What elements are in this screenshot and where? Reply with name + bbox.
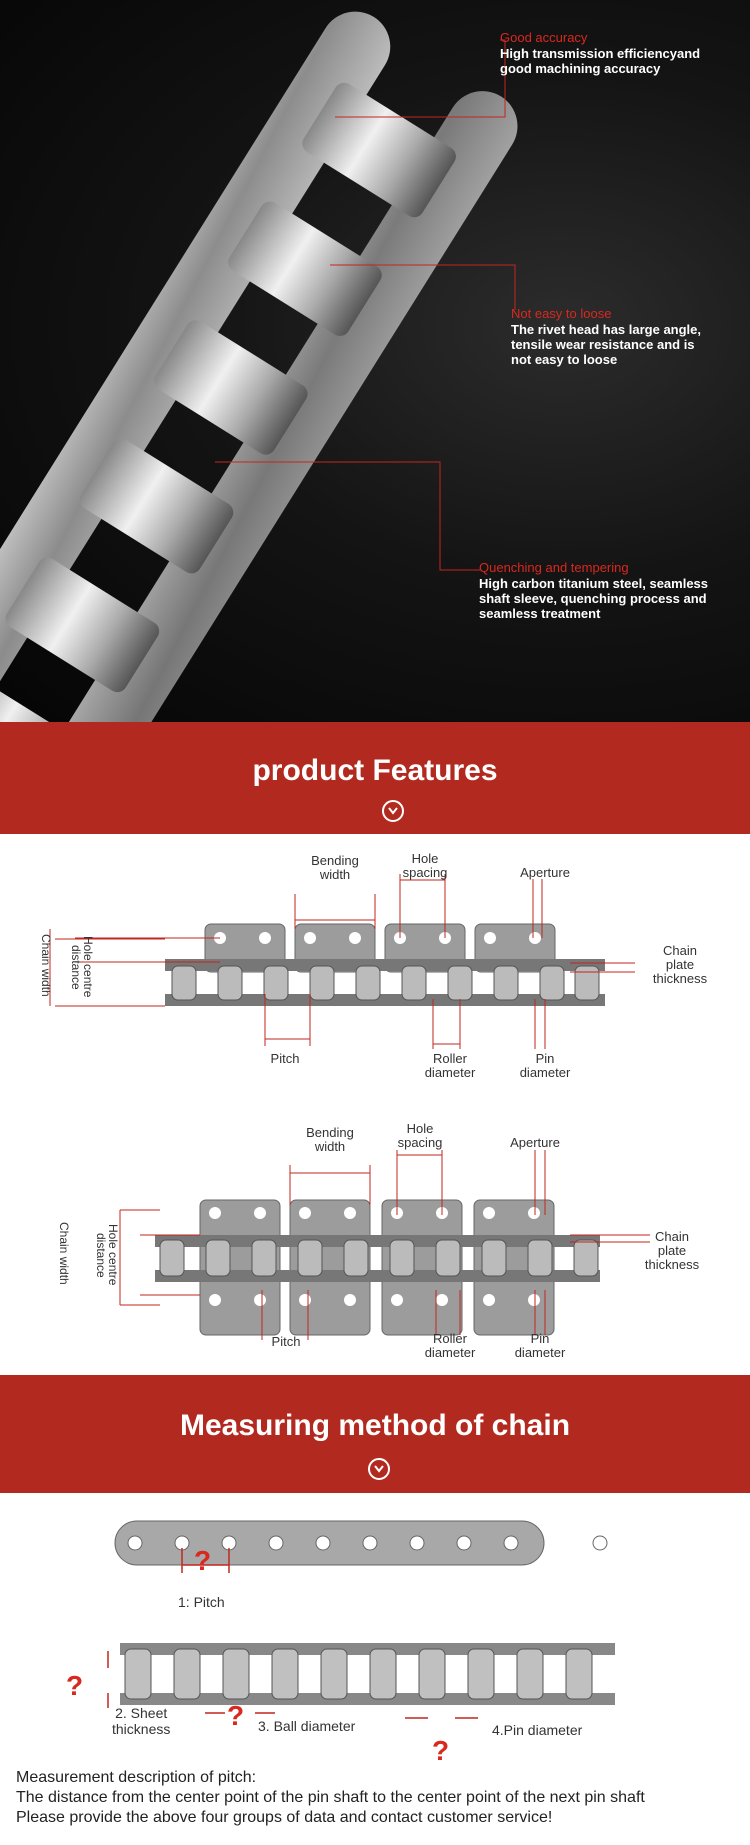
- label-bending-width: Bending width: [311, 853, 359, 882]
- label-4-pin-diameter: 4.Pin diameter: [492, 1722, 583, 1738]
- feature-accuracy-desc-1: High transmission efficiencyand: [500, 46, 701, 61]
- feature-quenching-desc-1: High carbon titanium steel, seamless: [479, 576, 709, 591]
- feature-not-loose-desc-2: tensile wear resistance and is: [511, 337, 695, 352]
- feature-accuracy: [500, 30, 700, 76]
- label-hole-centre-distance-2: Hole centre distance: [94, 1224, 120, 1286]
- pitch-description-heading: Measurement description of pitch:: [16, 1769, 257, 1786]
- feature-not-loose-title: Not easy to loose: [511, 306, 612, 321]
- label-hole-centre-distance: Hole centre distance: [69, 936, 95, 998]
- label-aperture-2: Aperture: [510, 1135, 560, 1150]
- label-roller-diameter: Roller diameter: [424, 1051, 476, 1080]
- feature-quenching-title: Quenching and tempering: [479, 560, 629, 575]
- feature-not-loose-desc-1: The rivet head has large angle,: [511, 322, 702, 337]
- label-1-pitch: 1: Pitch: [178, 1594, 225, 1610]
- label-hole-spacing: Hole spacing: [402, 851, 448, 880]
- product-features-title: product Features: [252, 754, 498, 787]
- product-features-banner: [0, 722, 750, 834]
- measuring-method-title: Measuring method of chain: [179, 1409, 571, 1442]
- chevron-down-icon: [382, 800, 404, 822]
- contact-instruction: Please provide the above four groups of data and contact customer service!: [16, 1809, 553, 1826]
- label-chain-width: Chain width: [39, 933, 53, 997]
- label-2-sheet-thickness: 2. Sheet thickness: [112, 1705, 171, 1737]
- question-mark-ball: ?: [227, 1700, 245, 1731]
- label-pitch-2: Pitch: [271, 1334, 301, 1349]
- chevron-down-icon: [368, 1458, 390, 1480]
- question-mark-pitch: ?: [194, 1545, 212, 1576]
- label-aperture: Aperture: [520, 865, 570, 880]
- label-pin-diameter: Pin diameter: [519, 1051, 571, 1080]
- label-hole-spacing-2: Hole spacing: [397, 1121, 443, 1150]
- label-bending-width-2: Bending width: [306, 1125, 354, 1154]
- feature-quenching-desc-2: shaft sleeve, quenching process and: [479, 591, 707, 606]
- feature-quenching: [479, 560, 708, 621]
- label-chain-width-2: Chain width: [57, 1221, 71, 1285]
- question-mark-sheet: ?: [66, 1670, 84, 1701]
- feature-quenching-desc-3: seamless treatment: [479, 606, 601, 621]
- pitch-description-text: The distance from the center point of the pin shaft to the center point of the next pin shaft: [16, 1789, 645, 1806]
- label-pitch: Pitch: [270, 1051, 300, 1066]
- feature-accuracy-desc-2: good machining accuracy: [500, 61, 661, 76]
- hero-chain-photo: [0, 0, 750, 722]
- label-roller-diameter-2: Roller diameter: [424, 1331, 476, 1360]
- label-chain-plate-thickness: Chain plate thickness: [652, 943, 708, 986]
- label-chain-plate-thickness-2: Chain plate thickness: [644, 1229, 700, 1272]
- label-3-ball-diameter: 3. Ball diameter: [258, 1718, 356, 1734]
- feature-not-loose-desc-3: not easy to loose: [511, 352, 618, 367]
- feature-accuracy-title: Good accuracy: [500, 30, 588, 45]
- label-pin-diameter-2: Pin diameter: [514, 1331, 566, 1360]
- question-mark-pin: ?: [432, 1735, 450, 1766]
- measuring-method-banner: [0, 1375, 750, 1493]
- feature-not-loose: [511, 306, 701, 367]
